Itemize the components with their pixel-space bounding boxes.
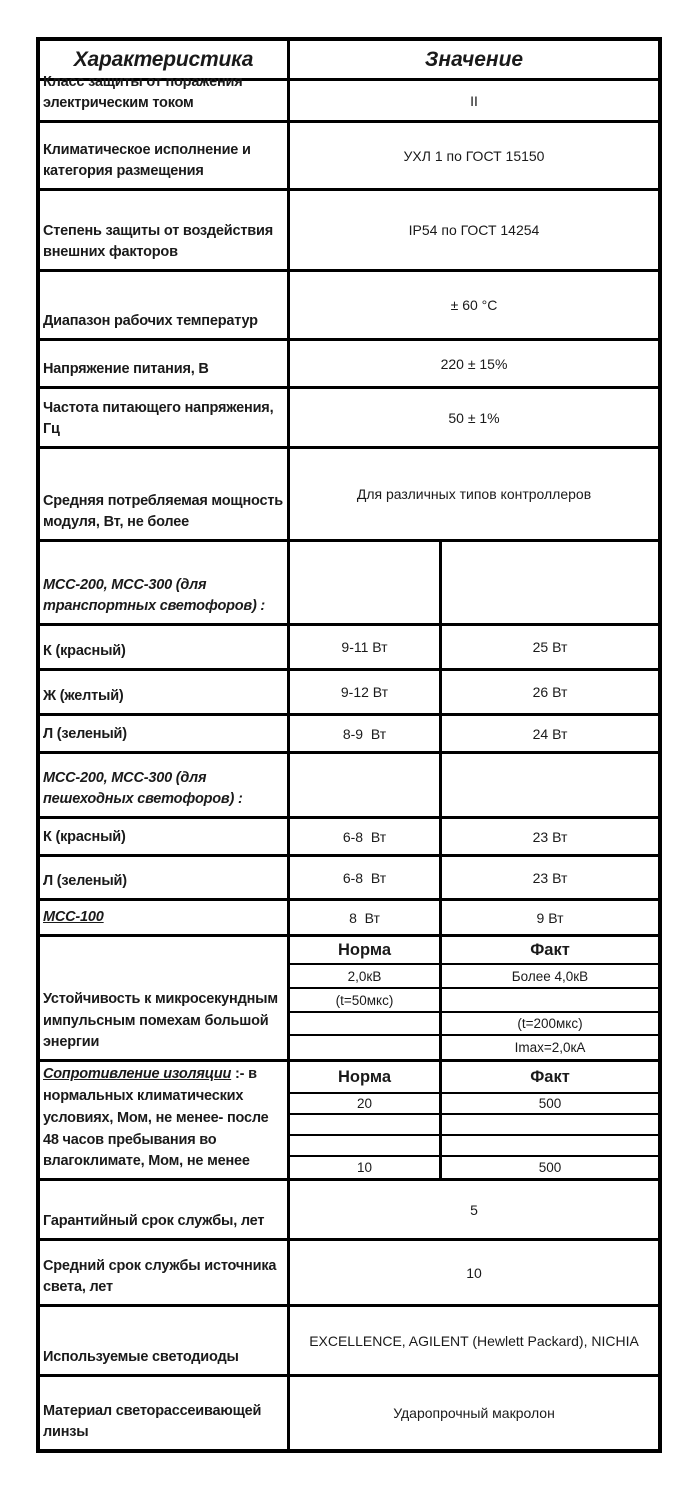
row-value-norm	[290, 542, 442, 623]
table-row	[40, 389, 658, 449]
row-label-text: МСС-100	[43, 909, 104, 926]
row-value-norm: 8-9 Вт	[290, 716, 442, 751]
table-row	[40, 1241, 658, 1307]
table-row	[40, 73, 658, 123]
surge-subtable	[290, 937, 658, 1059]
sub-row-header	[290, 937, 658, 965]
table-row	[40, 1377, 658, 1449]
row-label: МСС-200, МСС-300 (для транспортных светофоров) :	[40, 542, 290, 623]
row-label: Материал светорассеивающей линзы	[40, 1377, 290, 1449]
row-value-fact: 23 Вт	[532, 828, 568, 845]
sub-row	[290, 1136, 658, 1157]
table-row	[40, 716, 658, 754]
fact-value: Более 4,0кВ	[511, 968, 589, 984]
row-value-fact	[442, 542, 658, 623]
table-row	[40, 341, 658, 389]
norm-value: 2,0кВ	[290, 965, 442, 987]
sub-row	[290, 1157, 658, 1178]
sub-row	[290, 1115, 658, 1136]
fact-value	[442, 989, 658, 1011]
fact-value	[442, 1136, 658, 1155]
table-row	[40, 1307, 658, 1377]
row-label: К (красный)	[40, 626, 290, 668]
norm-header: Норма	[290, 937, 442, 963]
fact-header: Факт	[530, 940, 570, 959]
row-value: ± 60 °C	[450, 297, 498, 313]
row-value-fact: 23 Вт	[532, 869, 568, 886]
row-value-norm	[290, 754, 442, 816]
row-value: IP54 по ГОСТ 14254	[408, 222, 540, 238]
row-value-fact: 26 Вт	[532, 684, 568, 700]
fact-value: Imax=2,0кА	[514, 1040, 586, 1055]
table-row-mss-transport	[40, 542, 658, 626]
table-row	[40, 191, 658, 272]
row-value-fact	[442, 754, 658, 816]
row-value: 5	[470, 1201, 478, 1218]
fact-value: 500	[538, 1096, 562, 1111]
table-row	[40, 857, 658, 901]
fact-value	[442, 1115, 658, 1134]
row-label	[40, 1062, 290, 1178]
row-label: Л (зеленый)	[40, 716, 290, 751]
sub-row	[290, 1094, 658, 1115]
row-value: 220 ± 15%	[440, 355, 508, 372]
row-value-norm: 9-12 Вт	[290, 671, 442, 713]
row-label: Л (зеленый)	[40, 857, 290, 898]
column-header-characteristic: Характеристика	[40, 41, 290, 78]
row-label: Степень защиты от воздействия внешних факторов	[40, 191, 290, 269]
row-label: Напряжение питания, В	[40, 341, 290, 386]
row-label: Гарантийный срок службы, лет	[40, 1181, 290, 1238]
norm-value	[290, 1036, 442, 1059]
row-label: Класс защиты от поражения электрическим током	[40, 81, 290, 120]
row-value-norm: 9-11 Вт	[290, 626, 442, 668]
row-label	[40, 901, 290, 934]
fact-value: 500	[538, 1160, 562, 1175]
norm-value: 20	[290, 1094, 442, 1113]
row-label: Диапазон рабочих температур	[40, 272, 290, 338]
row-value-norm: 6-8 Вт	[290, 857, 442, 898]
norm-value	[290, 1115, 442, 1134]
table-row	[40, 626, 658, 671]
table-row	[40, 819, 658, 857]
row-label: Частота питающего напряжения, Гц	[40, 389, 290, 446]
insulation-label-rest: :- в нормальных климатических условиях, Мом, не менее- после 48 часов пребывания во влагоклимате, Мом, не менее	[43, 1066, 269, 1170]
table-row	[40, 1181, 658, 1241]
row-value-norm: 8 Вт	[290, 901, 442, 934]
row-label: Средний срок службы источника света, лет	[40, 1241, 290, 1304]
row-value: Для различных типов контроллеров	[356, 486, 592, 502]
norm-header: Норма	[290, 1062, 442, 1092]
table-row	[40, 123, 658, 191]
row-value: EXCELLENCE, AGILENT (Hewlett Packard), NICHIA	[309, 1332, 639, 1349]
row-value-fact: 9 Вт	[536, 909, 564, 926]
norm-value	[290, 1013, 442, 1034]
row-label: Климатическое исполнение и категория размещения	[40, 123, 290, 188]
norm-value: 10	[290, 1157, 442, 1178]
table-row	[40, 671, 658, 716]
row-value-fact: 25 Вт	[532, 639, 568, 655]
column-header-value: Значение	[424, 47, 524, 71]
table-row	[40, 272, 658, 341]
row-value: 10	[466, 1264, 482, 1281]
norm-value: (t=50мкс)	[290, 989, 442, 1011]
sub-row	[290, 989, 658, 1013]
row-label: Устойчивость к микросекундным импульсным помехам большой энергии	[40, 937, 290, 1059]
insulation-subtable	[290, 1062, 658, 1178]
sub-row	[290, 1036, 658, 1059]
surge-immunity-section	[40, 937, 658, 1062]
row-label: Ж (желтый)	[40, 671, 290, 713]
insulation-resistance-section	[40, 1062, 658, 1181]
row-value: Ударопрочный макролон	[393, 1405, 555, 1421]
fact-value: (t=200мкс)	[517, 1016, 583, 1031]
row-value-norm: 6-8 Вт	[290, 819, 442, 854]
row-label-text	[43, 1064, 285, 1173]
row-label: МСС-200, МСС-300 (для пешеходных светофоров) :	[40, 754, 290, 816]
sub-row	[290, 1013, 658, 1036]
table-row-mss-pedestrian	[40, 754, 658, 819]
fact-header: Факт	[530, 1067, 570, 1086]
row-label: К (красный)	[40, 819, 290, 854]
row-label: Средняя потребляемая мощность модуля, Вт, не более	[40, 449, 290, 539]
row-label: Используемые светодиоды	[40, 1307, 290, 1374]
insulation-label-underlined: Сопротивление изоляции	[43, 1066, 232, 1083]
row-value: II	[470, 92, 478, 109]
row-value-fact: 24 Вт	[532, 725, 568, 742]
sub-row-header	[290, 1062, 658, 1094]
table-row-mss-100	[40, 901, 658, 937]
row-value: 50 ± 1%	[448, 409, 500, 426]
norm-value	[290, 1136, 442, 1155]
sub-row	[290, 965, 658, 989]
row-value: УХЛ 1 по ГОСТ 15150	[403, 147, 545, 164]
table-row	[40, 449, 658, 542]
spec-table	[36, 37, 662, 1453]
